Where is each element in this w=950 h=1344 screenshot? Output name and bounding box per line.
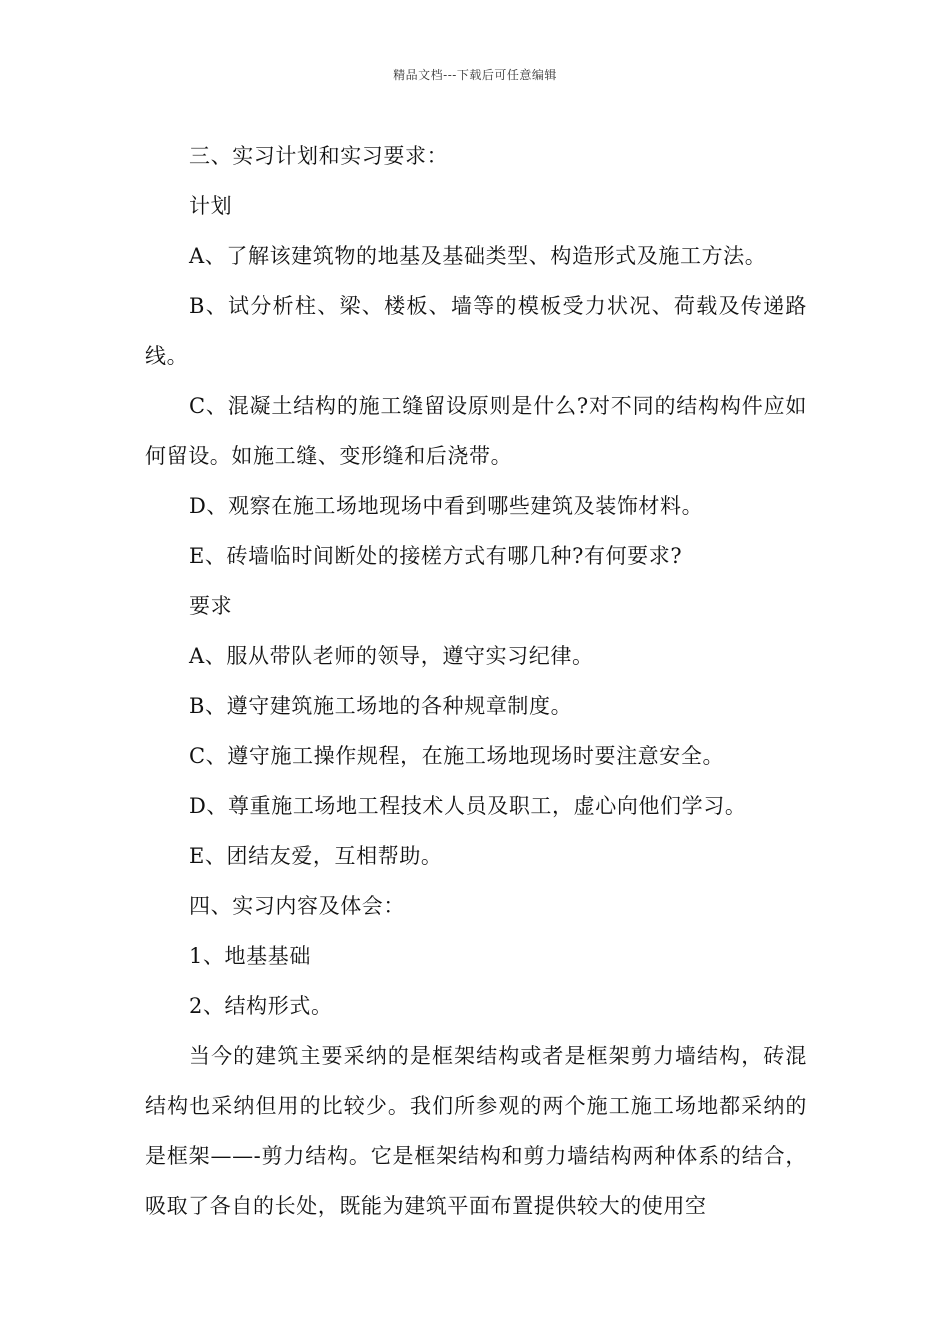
page-header: 精品文档---下载后可任意编辑 xyxy=(393,68,557,82)
requirement-item-d: D、尊重施工场地工程技术人员及职工，虚心向他们学习。 xyxy=(189,794,747,818)
document-body xyxy=(145,131,807,1231)
content-item-2: 2、结构形式。 xyxy=(189,994,333,1018)
plan-item-c: C、混凝土结构的施工缝留设原则是什么?对不同的结构构件应如何留设。如施工缝、变形缝和后浇带。 xyxy=(145,394,807,468)
requirement-item-e: E、团结友爱，互相帮助。 xyxy=(189,844,443,868)
subheading-plan: 计划 xyxy=(189,194,233,218)
plan-item-b: B、试分析柱、梁、楼板、墙等的模板受力状况、荷载及传递路线。 xyxy=(145,294,807,368)
plan-item-e: E、砖墙临时间断处的接槎方式有哪几种?有何要求? xyxy=(189,544,683,568)
body-paragraph: 当今的建筑主要采纳的是框架结构或者是框架剪力墙结构，砖混结构也采纳但用的比较少。我们所参观的两个施工施工场地都采纳的是框架——-剪力结构。它是框架结构和剪力墙结构两种体系的结合，吸取了各自的长处，既能为建筑平面布置提供较大的使用空 xyxy=(145,1044,807,1218)
plan-item-a: A、了解该建筑物的地基及基础类型、构造形式及施工方法。 xyxy=(189,244,767,268)
requirement-item-c: C、遵守施工操作规程，在施工场地现场时要注意安全。 xyxy=(189,744,725,768)
subheading-requirements: 要求 xyxy=(189,594,233,618)
requirement-item-b: B、遵守建筑施工场地的各种规章制度。 xyxy=(189,694,573,718)
requirement-item-a: A、服从带队老师的领导，遵守实习纪律。 xyxy=(189,644,594,668)
section-heading-3: 三、实习计划和实习要求： xyxy=(189,144,449,168)
plan-item-d: D、观察在施工场地现场中看到哪些建筑及装饰材料。 xyxy=(189,494,704,518)
content-item-1: 1、地基基础 xyxy=(189,944,311,968)
section-heading-4: 四、实习内容及体会： xyxy=(189,894,405,918)
